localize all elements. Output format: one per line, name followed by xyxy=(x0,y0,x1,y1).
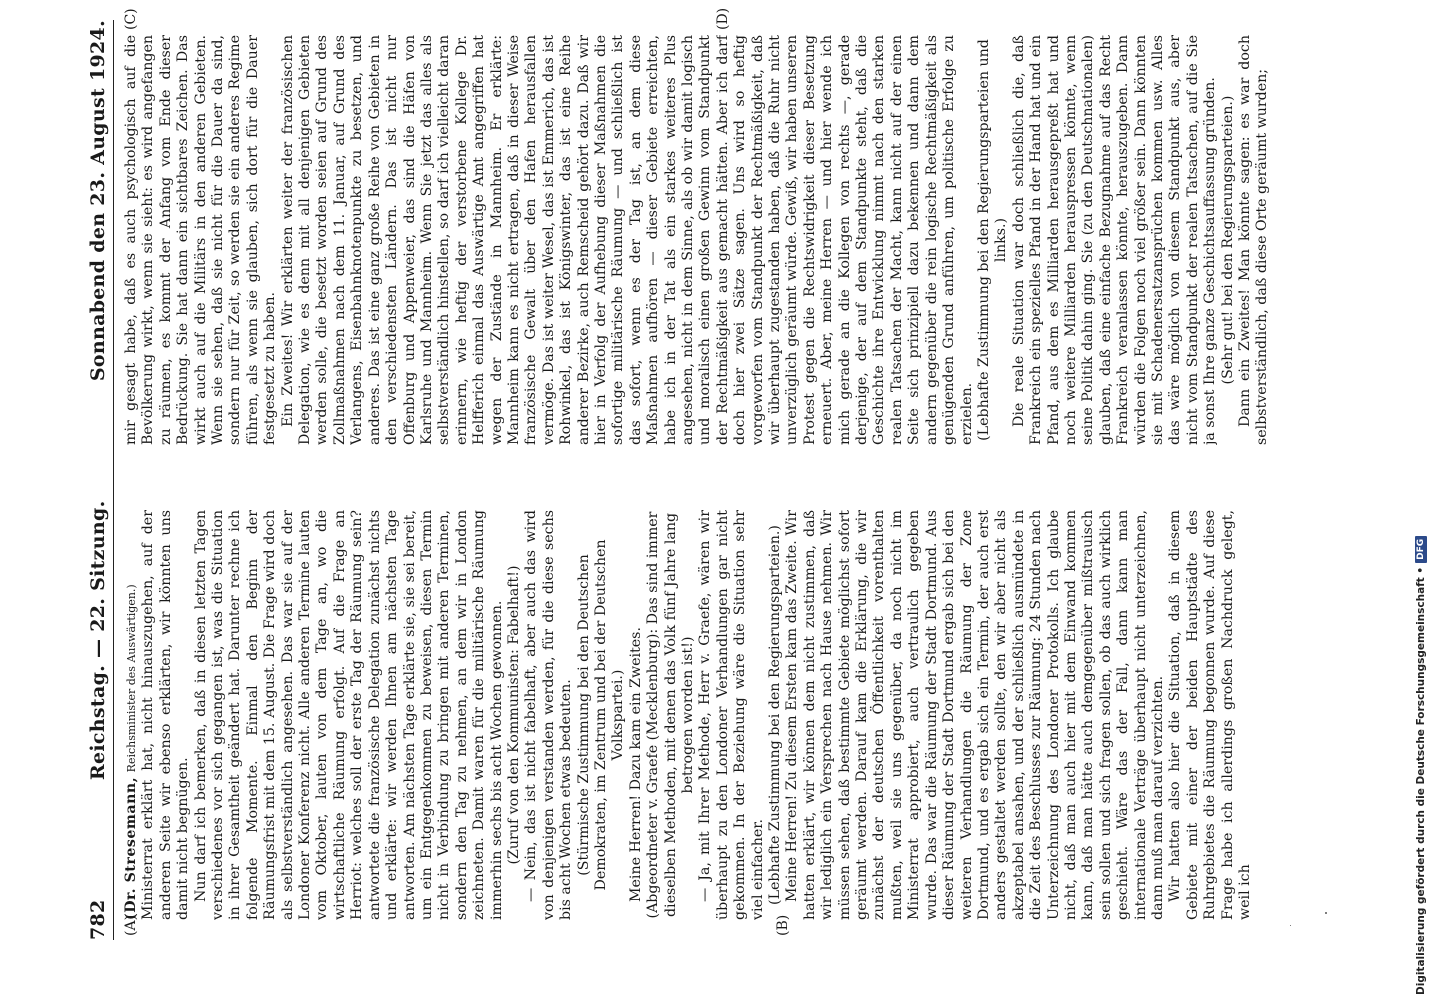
scan-speck xyxy=(1325,912,1327,914)
paragraph: Wir hatten also hier die Situation, daß in diesem Gebiete mit einer der beiden Hauptstädte des Ruhrgebietes die Räumung begonnen wurde. Auf diese Frage habe ich allerdings großen Nachdruck gelegt, weil ich xyxy=(1167,510,1253,920)
header-rule xyxy=(113,20,114,940)
paragraph: Nun darf ich bemerken, daß in diesen letzten Tagen verschiedenes vor sich gegangen ist, was die Situation in ihrer Gesamtheit geändert hat. Darunter rechne ich folgende Momente. Einmal den Beginn der Räumungsfrist mit dem 15. August. Die Frage wird doch als selbstverständlich angesehen. Das war sie auf der Londoner Konferenz nicht. Alle anderen Termine lauten vom Oktober, lauten von dem Tage an, wo die wirtschaftliche Räumung erfolgt. Auf die Frage an Herriot: welches soll der erste Tag der Räumung sein? antwortete die französische Delegation zunächst nichts und erklärte: wir werden Ihnen am nächsten Tage antworten. Am nächsten Tage erklärte sie, sie sei bereit, um ein Entgegenkommen zu beweisen, diesen Termin nicht in Verbindung zu bringen mit anderen Terminen, sondern den Tag zu nehmen, an dem wir in London zeichneten. Damit waren für die militärische Räumung immerhin sechs bis acht Wochen gewonnen. xyxy=(192,510,505,920)
margin-mark-a: (A) xyxy=(123,914,139,936)
speaker-line xyxy=(123,510,140,920)
paragraph: Die reale Situation war doch schließlich die, daß Frankreich ein spezielles Pfand in der Hand hat und ein Pfand, aus dem es Milliarden herausgepreßt hat und noch weitere Milliarden herauspressen könnte, wenn seine Politik dahin ging. Sie (zu den Deutschnationalen) glauben, daß eine einfache Bezugnahme auf das Recht Frankreich veranlassen könnte, herauszugeben. Dann würden die Folgen noch viel größer sein. Dann könnten sie mit Schadenersatzansprüchen kommen usw. Alles das wäre möglich von diesem Standpunkt aus, aber nicht vom Standpunkt der realen Tatsachen, auf die Sie ja sonst Ihre ganze Geschichtsauffassung gründen. xyxy=(1010,35,1219,445)
digitization-credit xyxy=(1415,536,1427,995)
interjection: (Zuruf von den Kommunisten: Fabelhaft!) xyxy=(505,565,522,865)
session-date: Sonnabend den 23. August 1924. xyxy=(87,20,109,382)
scan-speck xyxy=(1290,925,1291,926)
interjection: (Sehr gut! bei den Regierungsparteien.) xyxy=(1219,95,1236,385)
paragraph: Meine Herren! Dazu kam ein Zweites. xyxy=(627,627,644,902)
interjection: (Abgeordneter v. Graefe (Mecklenburg): Das sind immer dieselben Methoden, mit denen das Volk fünf Jahre lang betrogen worden ist!) xyxy=(645,511,696,919)
paragraph: — Nein, das ist nicht fabelhaft, aber auch das wird von denjenigen verstanden werden, für die diese sechs bis acht Wochen etwas bedeuten. xyxy=(523,510,575,920)
paragraph: Ein Zweites! Wir erklärten weiter der französischen Delegation, wie es denn mit all denjenigen Gebieten werden solle, die besetzt worden seien auf Grund des Zollmaßnahmen nach dem 11. Januar, auf Grund des Verlangens, Eisenbahnknotenpunkte zu besetzen, und anderes. Das ist eine ganz große Reihe von Gebieten in den verschiedensten Ländern. Das ist nicht nur Offenburg und Appenweier, das sind die Häfen von Karlsruhe und Mannheim. Wenn Sie jetzt das alles als selbstverständlich hinstellen, so darf ich vielleicht daran erinnern, wie heftig der verstorbene Kollege Dr. Helfferich einmal das Auswärtige Amt angegriffen hat wegen der Zustände in Mannheim. Er erklärte: Mannheim kann es nicht ertragen, daß in dieser Weise französische Gewalt über den Hafen herausfallen vermöge. Das ist weiter Wesel, das ist Emmerich, das ist Rohwinkel, das ist Königswinter, das ist eine Reihe anderer Bezirke, auch Remscheid gehört dazu. Daß wir hier in Verfolg der Aufhebung dieser Maßnahmen die sofortige militärische Räumung — und schließlich ist das sofort, wenn es der Tag ist, an dem diese Maßnahmen aufhören — dieser Gebiete erreichten, habe ich in der Tat als ein starkes weiteres Plus angesehen, nicht in dem Sinne, als ob wir damit logisch und moralisch einen großen Gewinn vom Standpunkt der Rechtmäßigkeit aus gemacht hätten. Aber ich darf doch hier zwei Sätze sagen. Uns wird so heftig vorgeworfen vom Standpunkt der Rechtmäßigkeit, daß wir überhaupt zugestanden haben, daß die Ruhr nicht unverzüglich geräumt würde. Gewiß, wir haben unseren Protest gegen die Rechtswidrigkeit dieser Besetzung erneuert. Aber, meine Herren — und hier wende ich mich gerade an die Kollegen von rechts —, gerade derjenige, der auf dem Standpunkte steht, daß die Geschichte ihre Entwicklung nimmt nach den starken realen Tatsachen der Macht, kann nicht auf der einen Seite sich prinzipiell dazu bekennen und dann dem andern gegenüber die rein logische Rechtmäßigkeit als genügenden Grund anführen, um politische Erfolge zu erzielen. xyxy=(279,35,975,445)
interjection: (Stürmische Zustimmung bei den Deutschen Demokraten, im Zentrum und bei der Deutschen Volkspartei.) xyxy=(575,539,627,891)
right-text-column xyxy=(123,35,1323,445)
paragraph: Meine Herren! Zu diesem Ersten kam das Zweite. Wir hatten erklärt, wir können dem nicht zustimmen, daß wir lediglich ein Versprechen nach Hause nehmen. Wir müssen sehen, daß bestimmte Gebiete möglichst sofort geräumt werden. Darauf kam die Erklärung, die wir zunächst der deutschen Öffentlichkeit vorenthalten mußten, weil sie uns gegenüber, da noch nicht im Ministerrat approbiert, auch vertraulich gegeben wurde. Das war die Räumung der Stadt Dortmund. Aus dieser Räumung der Stadt Dortmund ergab sich bei den weiteren Verhandlungen die Räumung der Zone Dortmund, und es ergab sich ein Termin, der auch erst anders gestaltet werden sollte, den wir aber nicht als akzeptabel ansahen, und der schließlich ausmündete in die Zeit des Beschlusses zur Räumung: 24 Stunden nach Unterzeichnung des Londoner Protokolls. Ich glaube nicht, daß man auch hier mit dem Einwand kommen kann, daß man hätte auch demgegenüber mißtrauisch sein sollen und sich fragen sollen, ob das auch wirklich geschieht. Wäre das der Fall, dann kann man internationale Verträge überhaupt nicht unterzeichnen, dann muß man darauf verzichten. xyxy=(784,510,1166,920)
speaker-name: (Dr. Stresemann, xyxy=(123,776,139,920)
margin-mark-b: (B) xyxy=(775,914,791,936)
page-header xyxy=(75,20,109,940)
margin-mark-c: (C) xyxy=(123,8,139,30)
margin-mark-d: (D) xyxy=(715,7,731,30)
dfg-logo: DFG xyxy=(1415,536,1427,563)
paragraph: mir gesagt habe, daß es auch psychologisch auf die Bevölkerung wirkt, wenn sie sieht: es wird angefangen zu räumen, es kommt der Anfang vom Ende dieser Bedrückung. Sie hat dann ein sichtbares Zeichen. Das wirkt auch auf die Militärs in den anderen Gebieten. Wenn sie sehen, daß sie nicht für die Dauer da sind, sondern nur für Zeit, so werden sie ein anderes Regime führen, als wenn sie glauben, sich dort für die Dauer festgesetzt zu haben. xyxy=(123,35,279,445)
rotated-document-page xyxy=(75,7,1335,940)
paragraph: — Ja, mit Ihrer Methode, Herr v. Graefe, wären wir überhaupt zu den Londoner Verhandlungen gar nicht gekommen. In der Beziehung wäre die Situation sehr viel einfacher. xyxy=(697,510,766,920)
interjection: (Lebhafte Zustimmung bei den Regierungsparteien.) xyxy=(767,525,784,905)
credit-text: Digitalisierung gefördert durch die Deutsche Forschungsgemeinschaft • xyxy=(1415,566,1427,995)
page-number: 782 xyxy=(87,899,109,940)
left-text-column xyxy=(123,510,1323,920)
interjection: (Lebhafte Zustimmung bei den Regierungsparteien und links.) xyxy=(975,39,1010,441)
speaker-role: Reichsminister des Auswärtigen.) xyxy=(125,584,138,773)
paragraph: Ministerrat erklärt hat, nicht hinauszugehen, auf der anderen Seite wir ebenso erklärten, wir könnten uns damit nicht begnügen. xyxy=(140,510,192,920)
session-title: Reichstag. — 22. Sitzung. xyxy=(87,500,109,781)
paragraph: Dann ein Zweites! Man könnte sagen: es war doch selbstverständlich, daß diese Orte geräumt wurden; xyxy=(1237,35,1271,445)
